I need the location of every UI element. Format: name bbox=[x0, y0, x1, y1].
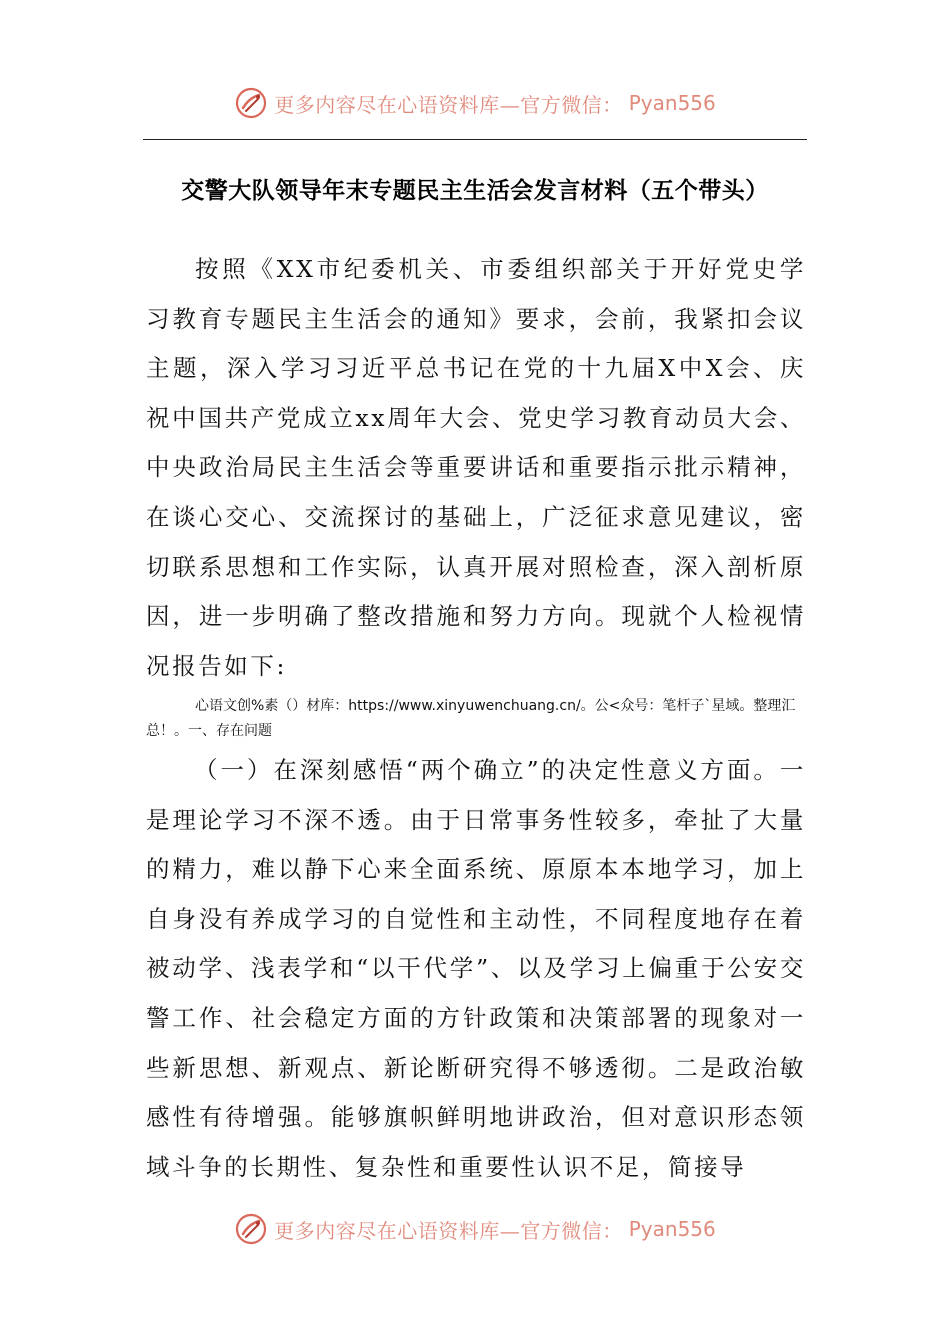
page-header bbox=[0, 78, 950, 128]
paragraph-section-one: （一）在深刻感悟“两个确立”的决定性意义方面。一是理论学习不深不透。由于日常事务性较多，牵扯了大量的精力，难以静下心来全面系统、原原本本地学习，加上自身没有养成学习的自觉性和主动性，不同程度地存在着被动学、浅表学和“以干代学”、以及学习上偏重于公安交警工作、社会稳定方面的方针政策和决策部署的现象对一些新思想、新观点、新论断研究得不够透彻。二是政治敏感性有待增强。能够旗帜鲜明地讲政治，但对意识形态领域斗争的长期性、复杂性和重要性认识不足，简接导 bbox=[146, 756, 806, 1181]
source-note: 心语文创%素（）材库：https://www.xinyuwenchuang.cn/。公<众号：笔杆子`星域。整理汇总！。一、存在问题 bbox=[146, 698, 796, 739]
header-brand-text: 更多内容尽在心语资料库—官方微信： bbox=[274, 92, 623, 117]
header-divider bbox=[143, 139, 807, 140]
document-title: 交警大队领导年末专题民主生活会发言材料（五个带头） bbox=[181, 177, 769, 204]
writing-hand-logo-icon bbox=[234, 86, 268, 120]
footer-brand-id: Pyan556 bbox=[628, 1217, 716, 1241]
paragraph-intro: 按照《XX市纪委机关、市委组织部关于开好党史学习教育专题民主生活会的通知》要求，会前，我紧扣会议主题，深入学习习近平总书记在党的十九届X中X会、庆祝中国共产党成立xx周年大会、党史学习教育动员大会、中央政治局民主生活会等重要讲话和重要指示批示精神，在谈心交心、交流探讨的基础上，广泛征求意见建议，密切联系思想和工作实际，认真开展对照检查，深入剖析原因，进一步明确了整改措施和努力方向。现就个人检视情况报告如下: bbox=[146, 255, 806, 680]
header-brand bbox=[234, 86, 716, 120]
footer-brand bbox=[234, 1212, 716, 1246]
writing-hand-logo-icon bbox=[234, 1212, 268, 1246]
footer-brand-text: 更多内容尽在心语资料库—官方微信： bbox=[274, 1218, 623, 1243]
header-brand-id: Pyan556 bbox=[628, 91, 716, 115]
page-footer bbox=[0, 1204, 950, 1254]
